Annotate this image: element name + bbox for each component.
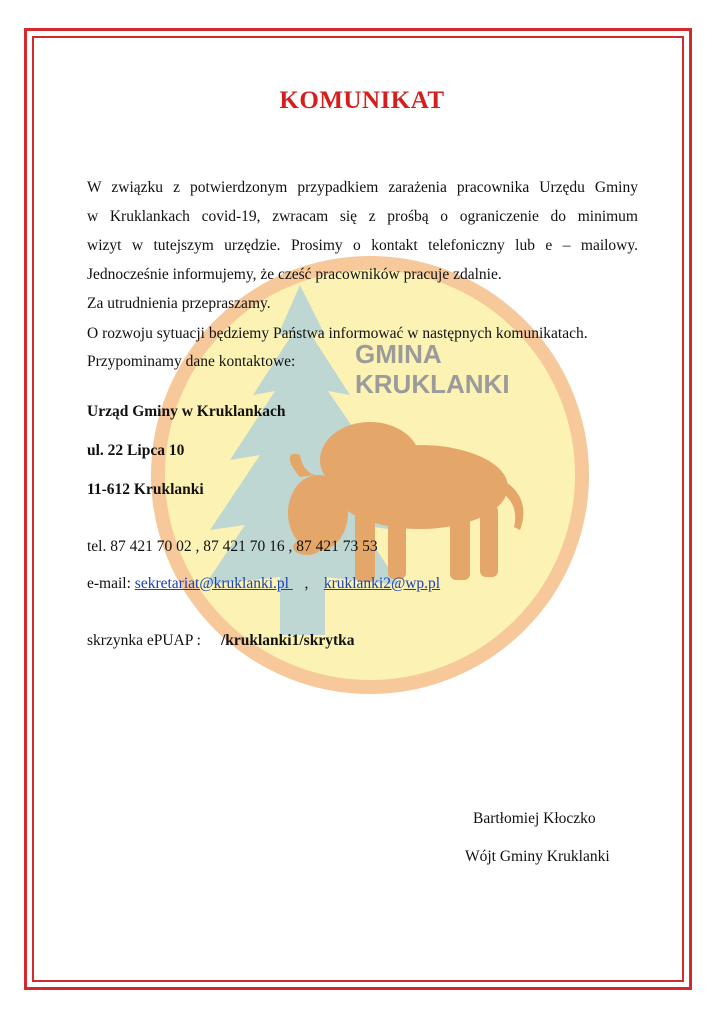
paragraph-line-3: wizyt w tutejszym urzędzie. Prosimy o kontakt telefoniczny lub e – mailowy. [87,237,638,254]
watermark-text-gmina: GMINA [355,339,442,369]
watermark-text-kruklanki: KRUKLANKI [355,369,510,399]
epuap-line [87,632,354,650]
epuap-label: skrzynka ePUAP : [87,632,201,649]
phone-numbers: tel. 87 421 70 02 , 87 421 70 16 , 87 421 73 53 [87,538,378,555]
epuap-value: /kruklanki1/skrytka [220,632,355,649]
paragraph-line-5: Za utrudnienia przepraszamy. [87,295,271,312]
address-name: Urząd Gminy w Kruklankach [87,403,286,420]
email-label: e-mail: [87,575,135,592]
address-street: ul. 22 Lipca 10 [87,442,185,459]
signature-name: Bartłomiej Kłoczko [473,810,596,827]
paragraph-line-6: O rozwoju sytuacji będziemy Państwa informować w następnych komunikatach. [87,325,588,342]
paragraph-line-2: w Kruklankach covid-19, zwracam się z prośbą o ograniczenie do minimum [87,208,638,225]
email-line [87,575,440,593]
paragraph-line-7: Przypominamy dane kontaktowe: [87,353,296,370]
paragraph-line-1: W związku z potwierdzonym przypadkiem zarażenia pracownika Urzędu Gminy [87,179,638,196]
address-city: 11-612 Kruklanki [87,481,204,498]
email-separator: , [292,575,324,592]
page-title: KOMUNIKAT [279,87,445,114]
email-link-kruklanki2[interactable]: kruklanki2@wp.pl [323,575,441,592]
gmina-kruklanki-emblem [150,255,590,695]
email-link-sekretariat[interactable]: sekretariat@kruklanki.pl [134,575,293,592]
paragraph-line-4: Jednocześnie informujemy, że cześć pracowników pracuje zdalnie. [87,266,502,283]
signature-role: Wójt Gminy Kruklanki [465,848,610,865]
